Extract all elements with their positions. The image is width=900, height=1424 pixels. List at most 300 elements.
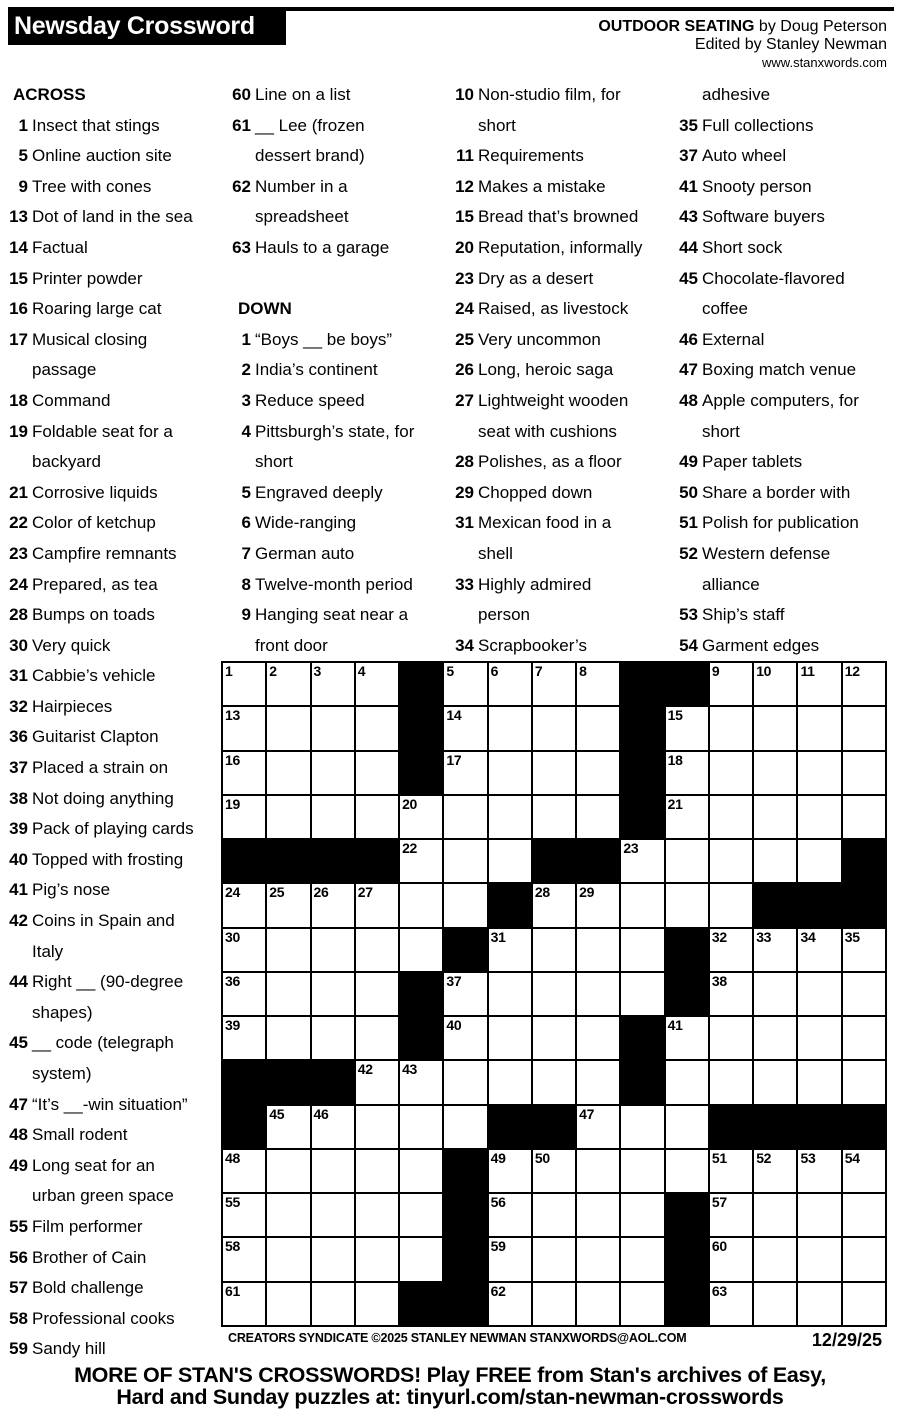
- grid-cell[interactable]: [489, 929, 531, 971]
- clue-item[interactable]: [448, 478, 670, 509]
- clue-item[interactable]: [225, 386, 447, 417]
- grid-cell[interactable]: [444, 1061, 486, 1103]
- clue-number: 48: [9, 1125, 28, 1145]
- grid-cell[interactable]: [356, 973, 398, 1015]
- clue-item[interactable]: [225, 111, 447, 142]
- grid-cell[interactable]: [223, 1017, 265, 1059]
- clue-text: Brother of Cain: [32, 1247, 147, 1267]
- cell-number: 20: [402, 795, 418, 812]
- clue-item[interactable]: [0, 172, 218, 203]
- clue-item[interactable]: [670, 539, 895, 570]
- grid-cell[interactable]: [267, 1194, 309, 1236]
- clue-item[interactable]: [448, 233, 670, 264]
- clue-item[interactable]: [225, 417, 447, 448]
- grid-cell[interactable]: [754, 1194, 796, 1236]
- grid-cell[interactable]: [489, 1283, 531, 1325]
- grid-cell[interactable]: [577, 1106, 619, 1148]
- grid-cell[interactable]: [223, 1283, 265, 1325]
- grid-cell[interactable]: [533, 884, 575, 926]
- grid-cell[interactable]: [710, 1283, 752, 1325]
- cell-number: 31: [490, 928, 506, 945]
- grid-cell[interactable]: [533, 1238, 575, 1280]
- clue-continuation: system): [32, 1064, 92, 1083]
- grid-cell[interactable]: [710, 1017, 752, 1059]
- grid-cell[interactable]: [666, 1017, 708, 1059]
- clue-item[interactable]: [0, 1151, 218, 1182]
- grid-cell[interactable]: [666, 840, 708, 882]
- grid-cell[interactable]: [798, 1283, 840, 1325]
- clue-item[interactable]: [0, 570, 218, 601]
- cell-number: 54: [844, 1149, 860, 1166]
- grid-cell[interactable]: [267, 1238, 309, 1280]
- grid-cell[interactable]: [444, 707, 486, 749]
- grid-cell[interactable]: [489, 973, 531, 1015]
- grid-cell[interactable]: [267, 707, 309, 749]
- clue-item[interactable]: [0, 814, 218, 845]
- grid-cell[interactable]: [798, 1061, 840, 1103]
- grid-cell[interactable]: [312, 1017, 354, 1059]
- grid-cell[interactable]: [577, 1194, 619, 1236]
- clue-item[interactable]: [0, 417, 218, 448]
- grid-cell[interactable]: [710, 707, 752, 749]
- clue-item[interactable]: [448, 80, 670, 111]
- grid-cell[interactable]: [223, 1238, 265, 1280]
- clue-text: Lightweight wooden: [478, 390, 629, 410]
- clue-item[interactable]: [448, 325, 670, 356]
- grid-cell[interactable]: [798, 1238, 840, 1280]
- grid-cell[interactable]: [312, 796, 354, 838]
- grid-cell[interactable]: [444, 840, 486, 882]
- clue-number: 28: [455, 452, 474, 472]
- grid-cell[interactable]: [223, 1194, 265, 1236]
- grid-cell[interactable]: [798, 929, 840, 971]
- grid-cell[interactable]: [577, 1150, 619, 1192]
- grid-cell[interactable]: [754, 752, 796, 794]
- grid-cell[interactable]: [312, 1283, 354, 1325]
- clue-item[interactable]: [0, 661, 218, 692]
- clue-item[interactable]: [0, 1273, 218, 1304]
- grid-cell[interactable]: [223, 796, 265, 838]
- grid-cell[interactable]: [754, 1238, 796, 1280]
- grid-cell[interactable]: [621, 1238, 663, 1280]
- grid-cell[interactable]: [843, 1017, 885, 1059]
- grid-cell[interactable]: [621, 929, 663, 971]
- grid-cell[interactable]: [577, 663, 619, 705]
- clue-item[interactable]: [448, 631, 670, 662]
- grid-cell[interactable]: [356, 796, 398, 838]
- clue-item[interactable]: [448, 355, 670, 386]
- grid-cell[interactable]: [400, 1061, 442, 1103]
- grid-cell[interactable]: [400, 840, 442, 882]
- grid-cell[interactable]: [754, 707, 796, 749]
- grid-cell[interactable]: [267, 1017, 309, 1059]
- grid-cell[interactable]: [312, 1150, 354, 1192]
- grid-cell[interactable]: [400, 884, 442, 926]
- grid-cell[interactable]: [666, 1150, 708, 1192]
- grid-cell[interactable]: [400, 1106, 442, 1148]
- grid-cell[interactable]: [400, 1194, 442, 1236]
- grid-cell[interactable]: [798, 1194, 840, 1236]
- grid-cell[interactable]: [666, 707, 708, 749]
- clue-item[interactable]: [670, 386, 895, 417]
- grid-cell[interactable]: [843, 1150, 885, 1192]
- grid-cell[interactable]: [489, 1061, 531, 1103]
- clue-item[interactable]: [0, 294, 218, 325]
- clue-item[interactable]: [0, 967, 218, 998]
- grid-cell[interactable]: [489, 1150, 531, 1192]
- grid-cell[interactable]: [533, 1150, 575, 1192]
- clue-item[interactable]: [0, 1243, 218, 1274]
- grid-cell[interactable]: [843, 1194, 885, 1236]
- grid-cell[interactable]: [533, 973, 575, 1015]
- grid-cell[interactable]: [267, 1150, 309, 1192]
- clue-column-2: [225, 80, 447, 661]
- black-square: [489, 884, 531, 926]
- grid-cell[interactable]: [356, 1061, 398, 1103]
- grid-cell[interactable]: [577, 796, 619, 838]
- clue-item[interactable]: [0, 111, 218, 142]
- grid-cell[interactable]: [223, 707, 265, 749]
- clue-item[interactable]: [0, 202, 218, 233]
- grid-cell[interactable]: [356, 1283, 398, 1325]
- grid-cell[interactable]: [312, 884, 354, 926]
- grid-cell[interactable]: [710, 1150, 752, 1192]
- clue-text: External: [702, 329, 765, 349]
- clue-item[interactable]: [225, 233, 447, 264]
- grid-cell[interactable]: [444, 796, 486, 838]
- grid-cell[interactable]: [754, 973, 796, 1015]
- grid-cell[interactable]: [798, 796, 840, 838]
- grid-cell[interactable]: [356, 1017, 398, 1059]
- clue-number: 59: [9, 1339, 28, 1359]
- grid-cell[interactable]: [577, 884, 619, 926]
- clue-item[interactable]: [225, 80, 447, 111]
- grid-cell[interactable]: [754, 1061, 796, 1103]
- grid-cell[interactable]: [621, 1194, 663, 1236]
- grid-cell[interactable]: [489, 663, 531, 705]
- grid-cell[interactable]: [798, 1017, 840, 1059]
- clue-item[interactable]: [0, 233, 218, 264]
- grid-cell[interactable]: [223, 973, 265, 1015]
- clue-item[interactable]: [670, 325, 895, 356]
- grid-cell[interactable]: [710, 663, 752, 705]
- clue-item[interactable]: [0, 753, 218, 784]
- clue-item[interactable]: [0, 600, 218, 631]
- clue-item[interactable]: [0, 1304, 218, 1335]
- clue-number: 32: [9, 696, 28, 716]
- grid-cell[interactable]: [798, 707, 840, 749]
- grid-cell[interactable]: [533, 1194, 575, 1236]
- clue-text: Scrapbooker’s: [478, 635, 587, 655]
- grid-cell[interactable]: [267, 1106, 309, 1148]
- grid-cell[interactable]: [444, 752, 486, 794]
- clue-item[interactable]: [225, 172, 447, 203]
- grid-cell[interactable]: [312, 1106, 354, 1148]
- clue-item[interactable]: [0, 906, 218, 937]
- clue-item[interactable]: [0, 1090, 218, 1121]
- grid-cell[interactable]: [621, 973, 663, 1015]
- grid-cell[interactable]: [754, 1283, 796, 1325]
- clue-item[interactable]: [0, 845, 218, 876]
- grid-cell[interactable]: [400, 929, 442, 971]
- grid-cell[interactable]: [798, 663, 840, 705]
- clue-item[interactable]: [0, 784, 218, 815]
- grid-cell[interactable]: [621, 840, 663, 882]
- grid-cell[interactable]: [489, 1017, 531, 1059]
- clue-text: Share a border with: [702, 482, 851, 502]
- grid-cell[interactable]: [666, 1106, 708, 1148]
- grid-cell[interactable]: [798, 1150, 840, 1192]
- grid-cell[interactable]: [754, 840, 796, 882]
- grid-cell[interactable]: [533, 707, 575, 749]
- clue-item[interactable]: [670, 111, 895, 142]
- clue-item[interactable]: [670, 264, 895, 295]
- grid-cell[interactable]: [267, 663, 309, 705]
- grid-cell[interactable]: [356, 1238, 398, 1280]
- clue-item[interactable]: [0, 264, 218, 295]
- grid-cell[interactable]: [843, 752, 885, 794]
- clue-item[interactable]: [670, 600, 895, 631]
- grid-cell[interactable]: [312, 707, 354, 749]
- grid-cell[interactable]: [312, 663, 354, 705]
- clue-item[interactable]: [0, 1028, 218, 1059]
- grid-cell[interactable]: [754, 663, 796, 705]
- grid-cell[interactable]: [710, 1194, 752, 1236]
- black-square: [223, 840, 265, 882]
- grid-cell[interactable]: [356, 1150, 398, 1192]
- grid-cell[interactable]: [710, 1061, 752, 1103]
- clue-item[interactable]: [0, 1120, 218, 1151]
- clue-text: Bread that’s browned: [478, 207, 639, 227]
- clue-item[interactable]: [670, 233, 895, 264]
- clue-text: Cabbie’s vehicle: [32, 666, 156, 686]
- grid-cell[interactable]: [312, 752, 354, 794]
- clue-item[interactable]: [670, 172, 895, 203]
- clue-item[interactable]: [448, 141, 670, 172]
- grid-cell[interactable]: [710, 1238, 752, 1280]
- clue-item[interactable]: [448, 570, 670, 601]
- grid-cell[interactable]: [710, 840, 752, 882]
- clue-number: 1: [241, 329, 251, 349]
- grid-cell[interactable]: [533, 1061, 575, 1103]
- grid-cell[interactable]: [710, 796, 752, 838]
- grid-cell[interactable]: [356, 1194, 398, 1236]
- clue-item[interactable]: [670, 478, 895, 509]
- clue-number: 47: [679, 360, 698, 380]
- clue-item[interactable]: [0, 1212, 218, 1243]
- grid-cell[interactable]: [444, 973, 486, 1015]
- clue-item[interactable]: [0, 1334, 218, 1365]
- grid-cell[interactable]: [444, 1017, 486, 1059]
- cell-number: 4: [357, 663, 366, 679]
- grid-cell[interactable]: [489, 752, 531, 794]
- clue-text: Software buyers: [702, 207, 825, 227]
- clue-item[interactable]: [670, 141, 895, 172]
- grid-cell[interactable]: [223, 1150, 265, 1192]
- clue-text: German auto: [255, 543, 355, 563]
- grid-cell[interactable]: [489, 840, 531, 882]
- clue-text: Insect that stings: [32, 115, 160, 135]
- grid-cell[interactable]: [533, 1283, 575, 1325]
- grid-cell[interactable]: [843, 707, 885, 749]
- clue-item[interactable]: [225, 570, 447, 601]
- black-square: [798, 1106, 840, 1148]
- grid-cell[interactable]: [489, 707, 531, 749]
- grid-cell[interactable]: [577, 707, 619, 749]
- clue-item[interactable]: [225, 508, 447, 539]
- grid-cell[interactable]: [843, 1061, 885, 1103]
- grid-cell[interactable]: [577, 973, 619, 1015]
- clue-item[interactable]: [670, 202, 895, 233]
- clue-item[interactable]: [0, 539, 218, 570]
- grid-cell[interactable]: [621, 1283, 663, 1325]
- cell-number: 51: [711, 1149, 727, 1166]
- cell-number: 35: [844, 928, 860, 945]
- grid-cell[interactable]: [843, 663, 885, 705]
- cell-number: 13: [225, 707, 240, 724]
- grid-cell[interactable]: [843, 973, 885, 1015]
- clue-item[interactable]: [670, 447, 895, 478]
- grid-cell[interactable]: [710, 752, 752, 794]
- grid-cell[interactable]: [621, 1106, 663, 1148]
- grid-cell[interactable]: [400, 1238, 442, 1280]
- grid-cell[interactable]: [798, 840, 840, 882]
- black-square: [666, 1194, 708, 1236]
- grid-cell[interactable]: [754, 929, 796, 971]
- clue-item[interactable]: [448, 294, 670, 325]
- grid-cell[interactable]: [444, 663, 486, 705]
- grid-cell[interactable]: [356, 707, 398, 749]
- grid-cell[interactable]: [223, 752, 265, 794]
- clue-text: Musical closing: [32, 329, 148, 349]
- grid-cell[interactable]: [267, 929, 309, 971]
- grid-cell[interactable]: [843, 1283, 885, 1325]
- clue-item[interactable]: [225, 600, 447, 631]
- grid-cell[interactable]: [710, 884, 752, 926]
- grid-cell[interactable]: [267, 1283, 309, 1325]
- clue-item[interactable]: [670, 631, 895, 662]
- grid-cell[interactable]: [577, 752, 619, 794]
- grid-cell[interactable]: [267, 973, 309, 1015]
- grid-cell[interactable]: [356, 1106, 398, 1148]
- clue-number: 44: [679, 237, 698, 257]
- grid-cell[interactable]: [754, 796, 796, 838]
- grid-cell[interactable]: [533, 1017, 575, 1059]
- clue-item[interactable]: [0, 325, 218, 356]
- clue-item[interactable]: [0, 722, 218, 753]
- clue-number: 49: [9, 1155, 28, 1175]
- clue-item[interactable]: [0, 692, 218, 723]
- clue-item[interactable]: [0, 386, 218, 417]
- clue-item[interactable]: [670, 508, 895, 539]
- grid-cell[interactable]: [489, 1194, 531, 1236]
- grid-cell[interactable]: [798, 973, 840, 1015]
- clue-number: 14: [9, 237, 28, 257]
- clue-item[interactable]: [448, 172, 670, 203]
- grid-cell[interactable]: [356, 884, 398, 926]
- grid-cell[interactable]: [267, 796, 309, 838]
- grid-cell[interactable]: [843, 1238, 885, 1280]
- clue-item[interactable]: [0, 478, 218, 509]
- grid-cell[interactable]: [798, 752, 840, 794]
- grid-cell[interactable]: [754, 1150, 796, 1192]
- grid-cell[interactable]: [533, 929, 575, 971]
- grid-cell[interactable]: [577, 929, 619, 971]
- grid-cell[interactable]: [666, 752, 708, 794]
- clue-item[interactable]: [225, 539, 447, 570]
- grid-cell[interactable]: [312, 929, 354, 971]
- clue-number: 9: [18, 176, 28, 196]
- grid-cell[interactable]: [710, 973, 752, 1015]
- grid-cell[interactable]: [356, 663, 398, 705]
- clue-number: 15: [9, 268, 28, 288]
- clue-item[interactable]: [448, 264, 670, 295]
- clue-item[interactable]: [0, 875, 218, 906]
- grid-cell[interactable]: [666, 884, 708, 926]
- grid-cell[interactable]: [577, 1017, 619, 1059]
- grid-cell[interactable]: [356, 929, 398, 971]
- grid-cell[interactable]: [400, 1150, 442, 1192]
- clue-number: 60: [232, 85, 251, 104]
- grid-cell[interactable]: [312, 1238, 354, 1280]
- puzzle-editor: Edited by Stanley Newman: [694, 36, 887, 53]
- grid-cell[interactable]: [577, 1283, 619, 1325]
- grid-cell[interactable]: [223, 929, 265, 971]
- clue-item[interactable]: [670, 355, 895, 386]
- clue-item[interactable]: [0, 508, 218, 539]
- clue-item[interactable]: [448, 447, 670, 478]
- grid-cell[interactable]: [577, 1238, 619, 1280]
- grid-cell[interactable]: [223, 663, 265, 705]
- grid-cell[interactable]: [843, 796, 885, 838]
- grid-cell[interactable]: [312, 1194, 354, 1236]
- grid-cell[interactable]: [533, 796, 575, 838]
- grid-cell[interactable]: [489, 796, 531, 838]
- clue-item[interactable]: [448, 508, 670, 539]
- grid-cell[interactable]: [356, 752, 398, 794]
- grid-cell[interactable]: [444, 1106, 486, 1148]
- grid-cell[interactable]: [533, 752, 575, 794]
- grid-cell[interactable]: [533, 663, 575, 705]
- grid-cell[interactable]: [666, 1061, 708, 1103]
- clue-number: 12: [455, 176, 474, 196]
- grid-cell[interactable]: [754, 1017, 796, 1059]
- grid-cell[interactable]: [312, 973, 354, 1015]
- clue-item[interactable]: [448, 202, 670, 233]
- grid-cell[interactable]: [400, 796, 442, 838]
- grid-cell[interactable]: [223, 884, 265, 926]
- clue-continuation: backyard: [32, 452, 101, 472]
- clue-item[interactable]: [225, 325, 447, 356]
- grid-cell[interactable]: [843, 929, 885, 971]
- grid-cell[interactable]: [621, 1150, 663, 1192]
- grid-cell[interactable]: [577, 1061, 619, 1103]
- clue-item[interactable]: [225, 355, 447, 386]
- clue-item[interactable]: [448, 386, 670, 417]
- grid-cell[interactable]: [267, 884, 309, 926]
- clue-item[interactable]: [0, 631, 218, 662]
- clue-item[interactable]: [225, 478, 447, 509]
- grid-cell[interactable]: [489, 1238, 531, 1280]
- grid-cell[interactable]: [666, 796, 708, 838]
- clue-item[interactable]: [0, 141, 218, 172]
- cell-number: 42: [357, 1061, 373, 1078]
- grid-cell[interactable]: [710, 929, 752, 971]
- cell-number: 9: [711, 663, 720, 679]
- grid-cell[interactable]: [444, 884, 486, 926]
- grid-cell[interactable]: [267, 752, 309, 794]
- grid-cell[interactable]: [621, 884, 663, 926]
